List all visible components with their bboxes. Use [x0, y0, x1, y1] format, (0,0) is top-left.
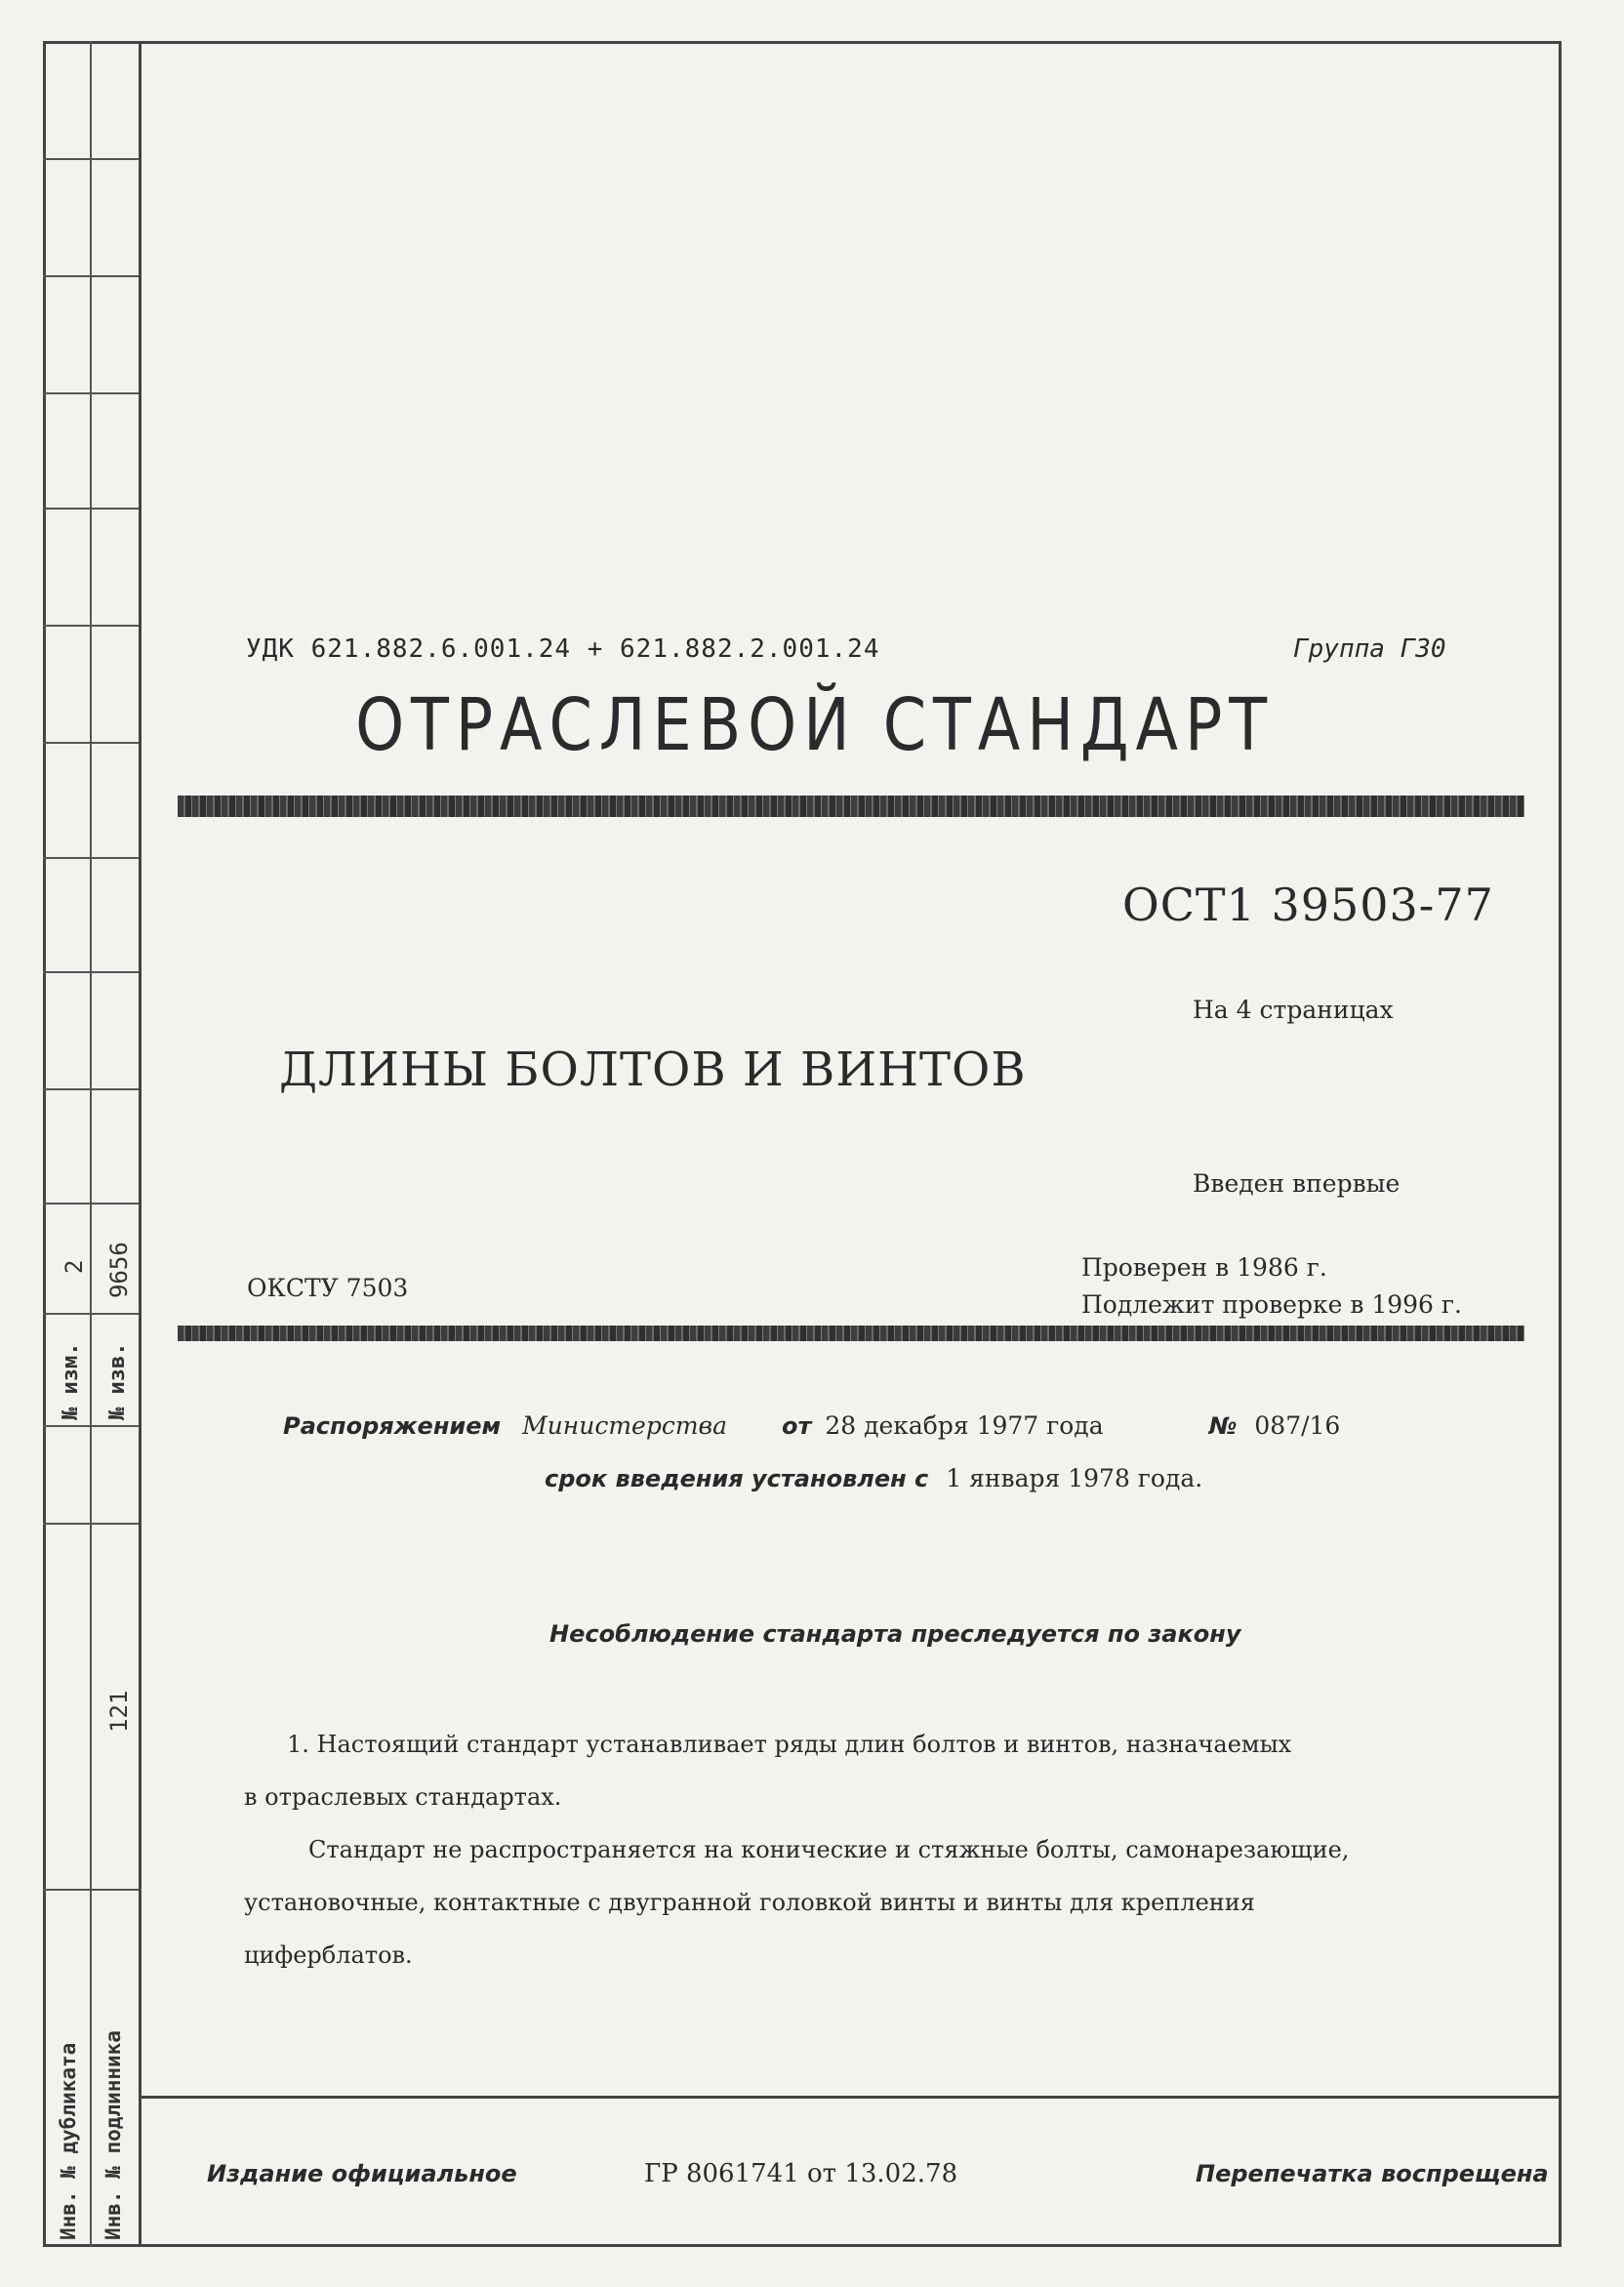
margin-izm-label: № изм.: [59, 1342, 83, 1420]
udk-code: УДК 621.882.6.001.24 + 621.882.2.001.24: [246, 634, 880, 664]
margin-cell-line: [43, 1313, 139, 1315]
document-title: ДЛИНЫ БОЛТОВ И ВИНТОВ: [279, 1042, 1027, 1097]
next-check-note: Подлежит проверке в 1996 г.: [1081, 1290, 1462, 1319]
order-line-1: [283, 1411, 1340, 1440]
order-label: Распоряжением: [283, 1412, 502, 1440]
margin-cell-line: [43, 857, 139, 859]
margin-cell-line: [43, 508, 139, 510]
order-line-2: [545, 1464, 1202, 1492]
margin-cell-line: [43, 625, 139, 627]
paragraph-2-line-2: установочные, контактные с двугранной головкой винты и винты для крепления: [244, 1889, 1255, 1916]
registration-number: ГР 8061741 от 13.02.78: [644, 2159, 958, 2188]
paragraph-1-line-1: 1. Настоящий стандарт устанавливает ряды длин болтов и винтов, назначаемых: [287, 1731, 1292, 1758]
order-from: от: [781, 1412, 812, 1440]
footer-divider: [139, 2096, 1562, 2099]
margin-cell-line: [43, 275, 139, 277]
margin-cell-line: [43, 158, 139, 160]
margin-izv-value: 9656: [105, 1242, 133, 1298]
margin-column-divider: [90, 41, 92, 2247]
margin-inv-dubl: Инв. № дубликата: [57, 2042, 80, 2240]
margin-cell-line: [43, 1203, 139, 1205]
margin-cell-line: [43, 971, 139, 973]
pages-note: На 4 страницах: [1193, 996, 1394, 1024]
official-edition: Издание официальное: [207, 2160, 517, 2187]
margin-cell-line: [43, 392, 139, 394]
order-date: 28 декабря 1977 года: [825, 1411, 1104, 1440]
body-text: [244, 1718, 1542, 1981]
legal-warning: Несоблюдение стандарта преследуется по закону: [549, 1620, 1241, 1648]
margin-value-121: 121: [105, 1690, 133, 1733]
margin-cell-line: [43, 1523, 139, 1525]
paragraph-2-line-3: циферблатов.: [244, 1941, 413, 1969]
margin-cell-line: [43, 1889, 139, 1891]
header-rule: [178, 796, 1524, 817]
standard-number: ОСТ1 39503-77: [1122, 878, 1494, 931]
introduced-note: Введен впервые: [1193, 1169, 1401, 1198]
order-no-label: №: [1208, 1412, 1238, 1440]
oksty-code: ОКСТУ 7503: [247, 1274, 409, 1302]
margin-izm-value: 2: [61, 1259, 88, 1274]
paragraph-1-line-2: в отраслевых стандартах.: [244, 1783, 562, 1811]
margin-cell-line: [43, 1088, 139, 1090]
margin-cell-line: [43, 1425, 139, 1427]
margin-izv-label: № изв.: [105, 1342, 130, 1420]
intro-date-label: срок введения установлен с: [545, 1465, 929, 1492]
doc-type-title: ОТРАСЛЕВОЙ СТАНДАРТ: [355, 683, 1274, 767]
paragraph-2-line-1: Стандарт не распространяется на конические и стяжные болты, самонарезающие,: [308, 1836, 1350, 1863]
checked-note: Проверен в 1986 г.: [1081, 1253, 1327, 1282]
group-code: Группа Г30: [1293, 634, 1446, 664]
margin-inv-podl: Инв. № подлинника: [102, 2030, 125, 2240]
reprint-prohibited: Перепечатка воспрещена: [1196, 2160, 1549, 2187]
order-number: 087/16: [1254, 1411, 1341, 1440]
order-ministry: Министерства: [522, 1411, 728, 1440]
intro-date: 1 января 1978 года.: [946, 1464, 1203, 1492]
status-rule: [178, 1326, 1524, 1341]
